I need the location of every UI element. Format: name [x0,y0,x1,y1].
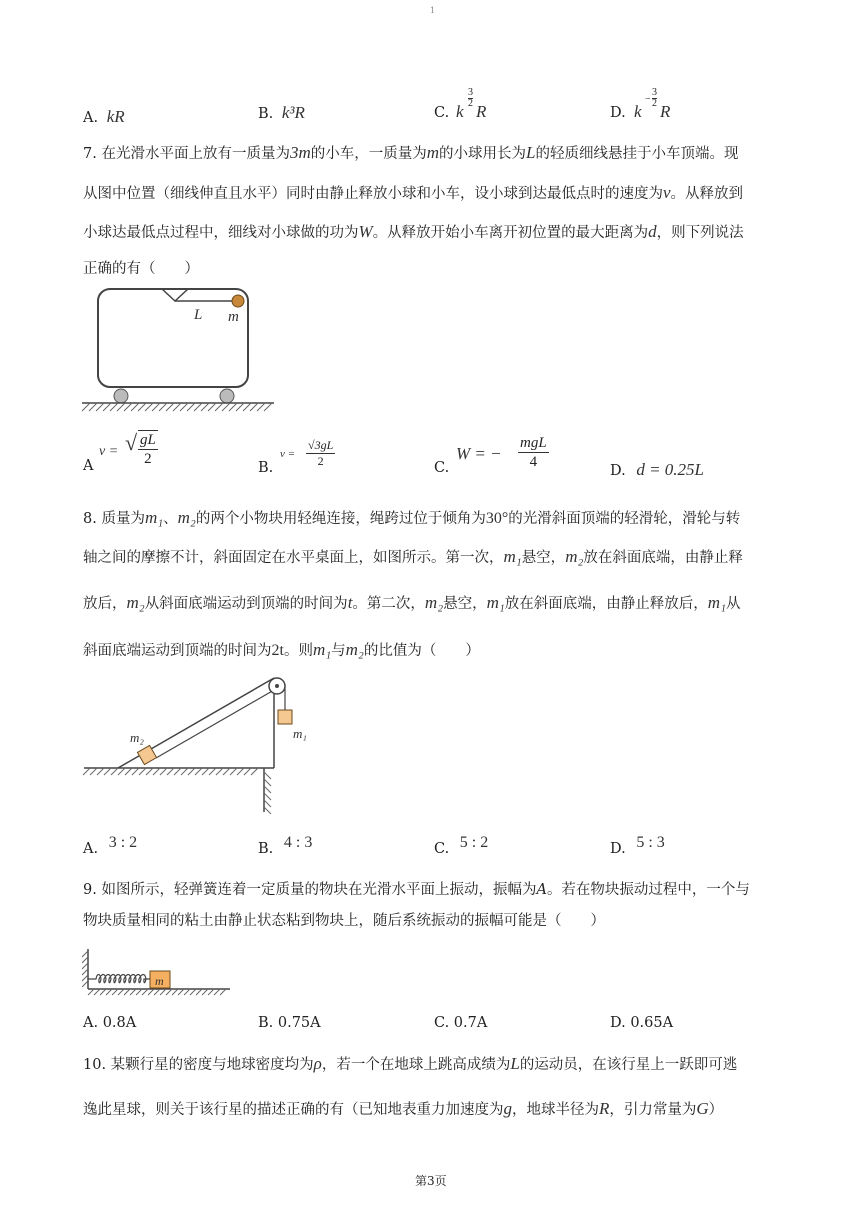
floor-hatch [88,989,226,995]
hatch-line [208,403,216,411]
hatch-line [208,989,214,995]
q8-option-d[interactable]: D. 5 : 3 [610,834,665,857]
hatch-line [88,989,94,995]
wheel-right [220,389,234,403]
hatch-line [201,403,209,411]
hatch-line [264,807,271,814]
hatch-line [82,969,88,975]
hatch-line [187,403,195,411]
top-mark: 1 [430,6,436,15]
hatch-line [97,768,104,775]
q7-line-3: 小球达最低点过程中，细线对小球做的功为W。从释放开始小车离开初位置的最大距离为d，则下列说法 [83,222,744,241]
q9-option-a[interactable]: A. 0.8A [83,1015,137,1031]
q9-line-2: 物块质量相同的粘土由静止状态粘到物块上，随后系统振动的振幅可能是（ ） [83,913,605,929]
hatch-line [82,981,88,987]
hatch-line [190,989,196,995]
hatch-line [172,989,178,995]
hatch-line [118,768,125,775]
hatch-line [90,768,97,775]
hatch-line [223,768,230,775]
hatch-line [257,403,265,411]
rope-incline [156,690,274,758]
hatch-line [167,768,174,775]
hatch-line [220,989,226,995]
hatch-line [138,403,146,411]
table-hatch [83,768,258,775]
block-m2 [137,745,156,764]
hatch-line [82,963,88,969]
hatch-line [174,768,181,775]
q7-option-a[interactable]: A v = √ gL 2 [83,430,156,474]
q8-line-4: 斜面底端运动到顶端的时间为2t。则m₁与m₂的比值为（ ） [83,640,480,659]
hatch-line [202,768,209,775]
q10-line-2: 逸此星球，则关于该行星的描述正确的有（已知地表重力加速度为g，地球半径为R，引力常量为G） [83,1099,724,1118]
hatch-line [152,403,160,411]
hatch-line [136,989,142,995]
hatch-line [196,989,202,995]
fig-label-m: m [228,309,239,325]
hatch-line [195,768,202,775]
hatch-line [243,403,251,411]
hatch-line [96,403,104,411]
table-edge-hatch [264,772,271,814]
q8-option-c[interactable]: C. 5 : 2 [434,834,489,857]
cart-body [98,289,248,387]
q7-option-c[interactable]: C. W = − mgL 4 [434,435,547,476]
q7-line-4: 正确的有（ ） [83,261,199,277]
hatch-line [118,989,124,995]
hatch-line [111,768,118,775]
ground-hatch [82,403,272,411]
q7-cart-figure [80,285,280,415]
hatch-line [159,403,167,411]
hatch-line [110,403,118,411]
hatch-line [236,403,244,411]
hatch-line [83,768,90,775]
hatch-line [264,779,271,786]
q8-line-2: 轴之间的摩擦不计，斜面固定在水平桌面上，如图所示。第一次，m₁悬空，m₂放在斜面底端，由静止释 [83,547,743,566]
hatch-line [106,989,112,995]
hatch-line [173,403,181,411]
hatch-line [264,793,271,800]
hatch-line [153,768,160,775]
hatch-line [104,768,111,775]
hatch-line [264,800,271,807]
hatch-line [160,768,167,775]
hatch-line [180,403,188,411]
hatch-line [250,403,258,411]
hatch-line [264,772,271,779]
q7-option-d[interactable]: D. d = 0.25L [610,460,705,479]
fig-label-L: L [194,307,203,323]
fig-label-m1: m₁ [293,726,307,741]
hatch-line [209,768,216,775]
spring [88,975,150,983]
hatch-line [194,403,202,411]
hatch-line [215,403,223,411]
q8-line-1: 8. 质量为m₁、m₂的两个小物块用轻绳连接，绳跨过位于倾角为30°的光滑斜面顶端的轻滑轮，滑轮与转 [83,508,741,527]
hatch-line [154,989,160,995]
q9-option-d[interactable]: D. 0.65A [610,1015,674,1031]
q9-line-1: 9. 如图所示，轻弹簧连着一定质量的物块在光滑水平面上振动，振幅为A。若在物块振动过程中，一个与 [83,882,750,898]
hatch-line [181,768,188,775]
hook [162,289,188,301]
hatch-line [82,403,90,411]
hatch-line [264,403,272,411]
hatch-line [142,989,148,995]
hatch-line [222,403,230,411]
q6-option-a[interactable]: A. kR [83,107,125,126]
q7-line-2: 从图中位置（细线伸直且水平）同时由静止释放小球和小车，设小球到达最低点时的速度为v。从释放到 [83,183,744,202]
hatch-line [146,768,153,775]
hatch-line [82,957,88,963]
hatch-line [112,989,118,995]
hatch-line [145,403,153,411]
hatch-line [139,768,146,775]
q6-option-b[interactable]: B. k³R [258,103,305,122]
hatch-line [82,951,88,957]
q9-option-c[interactable]: C. 0.7A [434,1015,488,1031]
hatch-line [124,403,132,411]
hatch-line [251,768,258,775]
hatch-line [230,768,237,775]
q8-option-b[interactable]: B. 4 : 3 [258,834,313,857]
hatch-line [216,768,223,775]
sqrt-sign: √ [125,430,138,455]
hatch-line [103,403,111,411]
pulley-axle [275,684,279,688]
hatch-line [94,989,100,995]
hatch-line [166,403,174,411]
hatch-line [178,989,184,995]
hatch-line [244,768,251,775]
hatch-line [130,989,136,995]
fig-label-m2: m₂ [130,730,144,745]
wall-hatch [82,951,88,987]
q8-line-3: 放后，m₂从斜面底端运动到顶端的时间为t。第二次，m₂悬空，m₁放在斜面底端，由静止释放后，m₁从 [83,593,741,612]
q7-line-1: 7. 在光滑水平面上放有一质量为3m的小车，一质量为m的小球用长为L的轻质细线悬挂于小车顶端。现 [83,143,739,162]
hatch-line [237,768,244,775]
hatch-line [132,768,139,775]
hatch-line [148,989,154,995]
ball [232,295,244,307]
hatch-line [188,768,195,775]
hatch-line [184,989,190,995]
block-m1 [278,710,292,724]
q7-option-b[interactable]: B. v = √3gL 2 [258,438,334,476]
hatch-line [89,403,97,411]
q10-line-1: 10. 某颗行星的密度与地球密度均为ρ，若一个在地球上跳高成绩为L的运动员，在该行星上一跃即可逃 [83,1054,738,1073]
fig-label-block-m: m [155,974,164,988]
hatch-line [125,768,132,775]
hatch-line [229,403,237,411]
hatch-line [264,786,271,793]
hatch-line [124,989,130,995]
hatch-line [117,403,125,411]
hatch-line [131,403,139,411]
hatch-line [202,989,208,995]
q9-option-b[interactable]: B. 0.75A [258,1015,321,1031]
q8-incline-figure [80,672,310,822]
hatch-line [100,989,106,995]
wheel-left [114,389,128,403]
q9-spring-figure [82,945,242,1001]
page-footer: 第3页 [415,1174,447,1188]
q8-option-a[interactable]: A. 3 : 2 [83,834,138,857]
hatch-line [82,975,88,981]
hatch-line [166,989,172,995]
hatch-line [214,989,220,995]
hatch-line [160,989,166,995]
